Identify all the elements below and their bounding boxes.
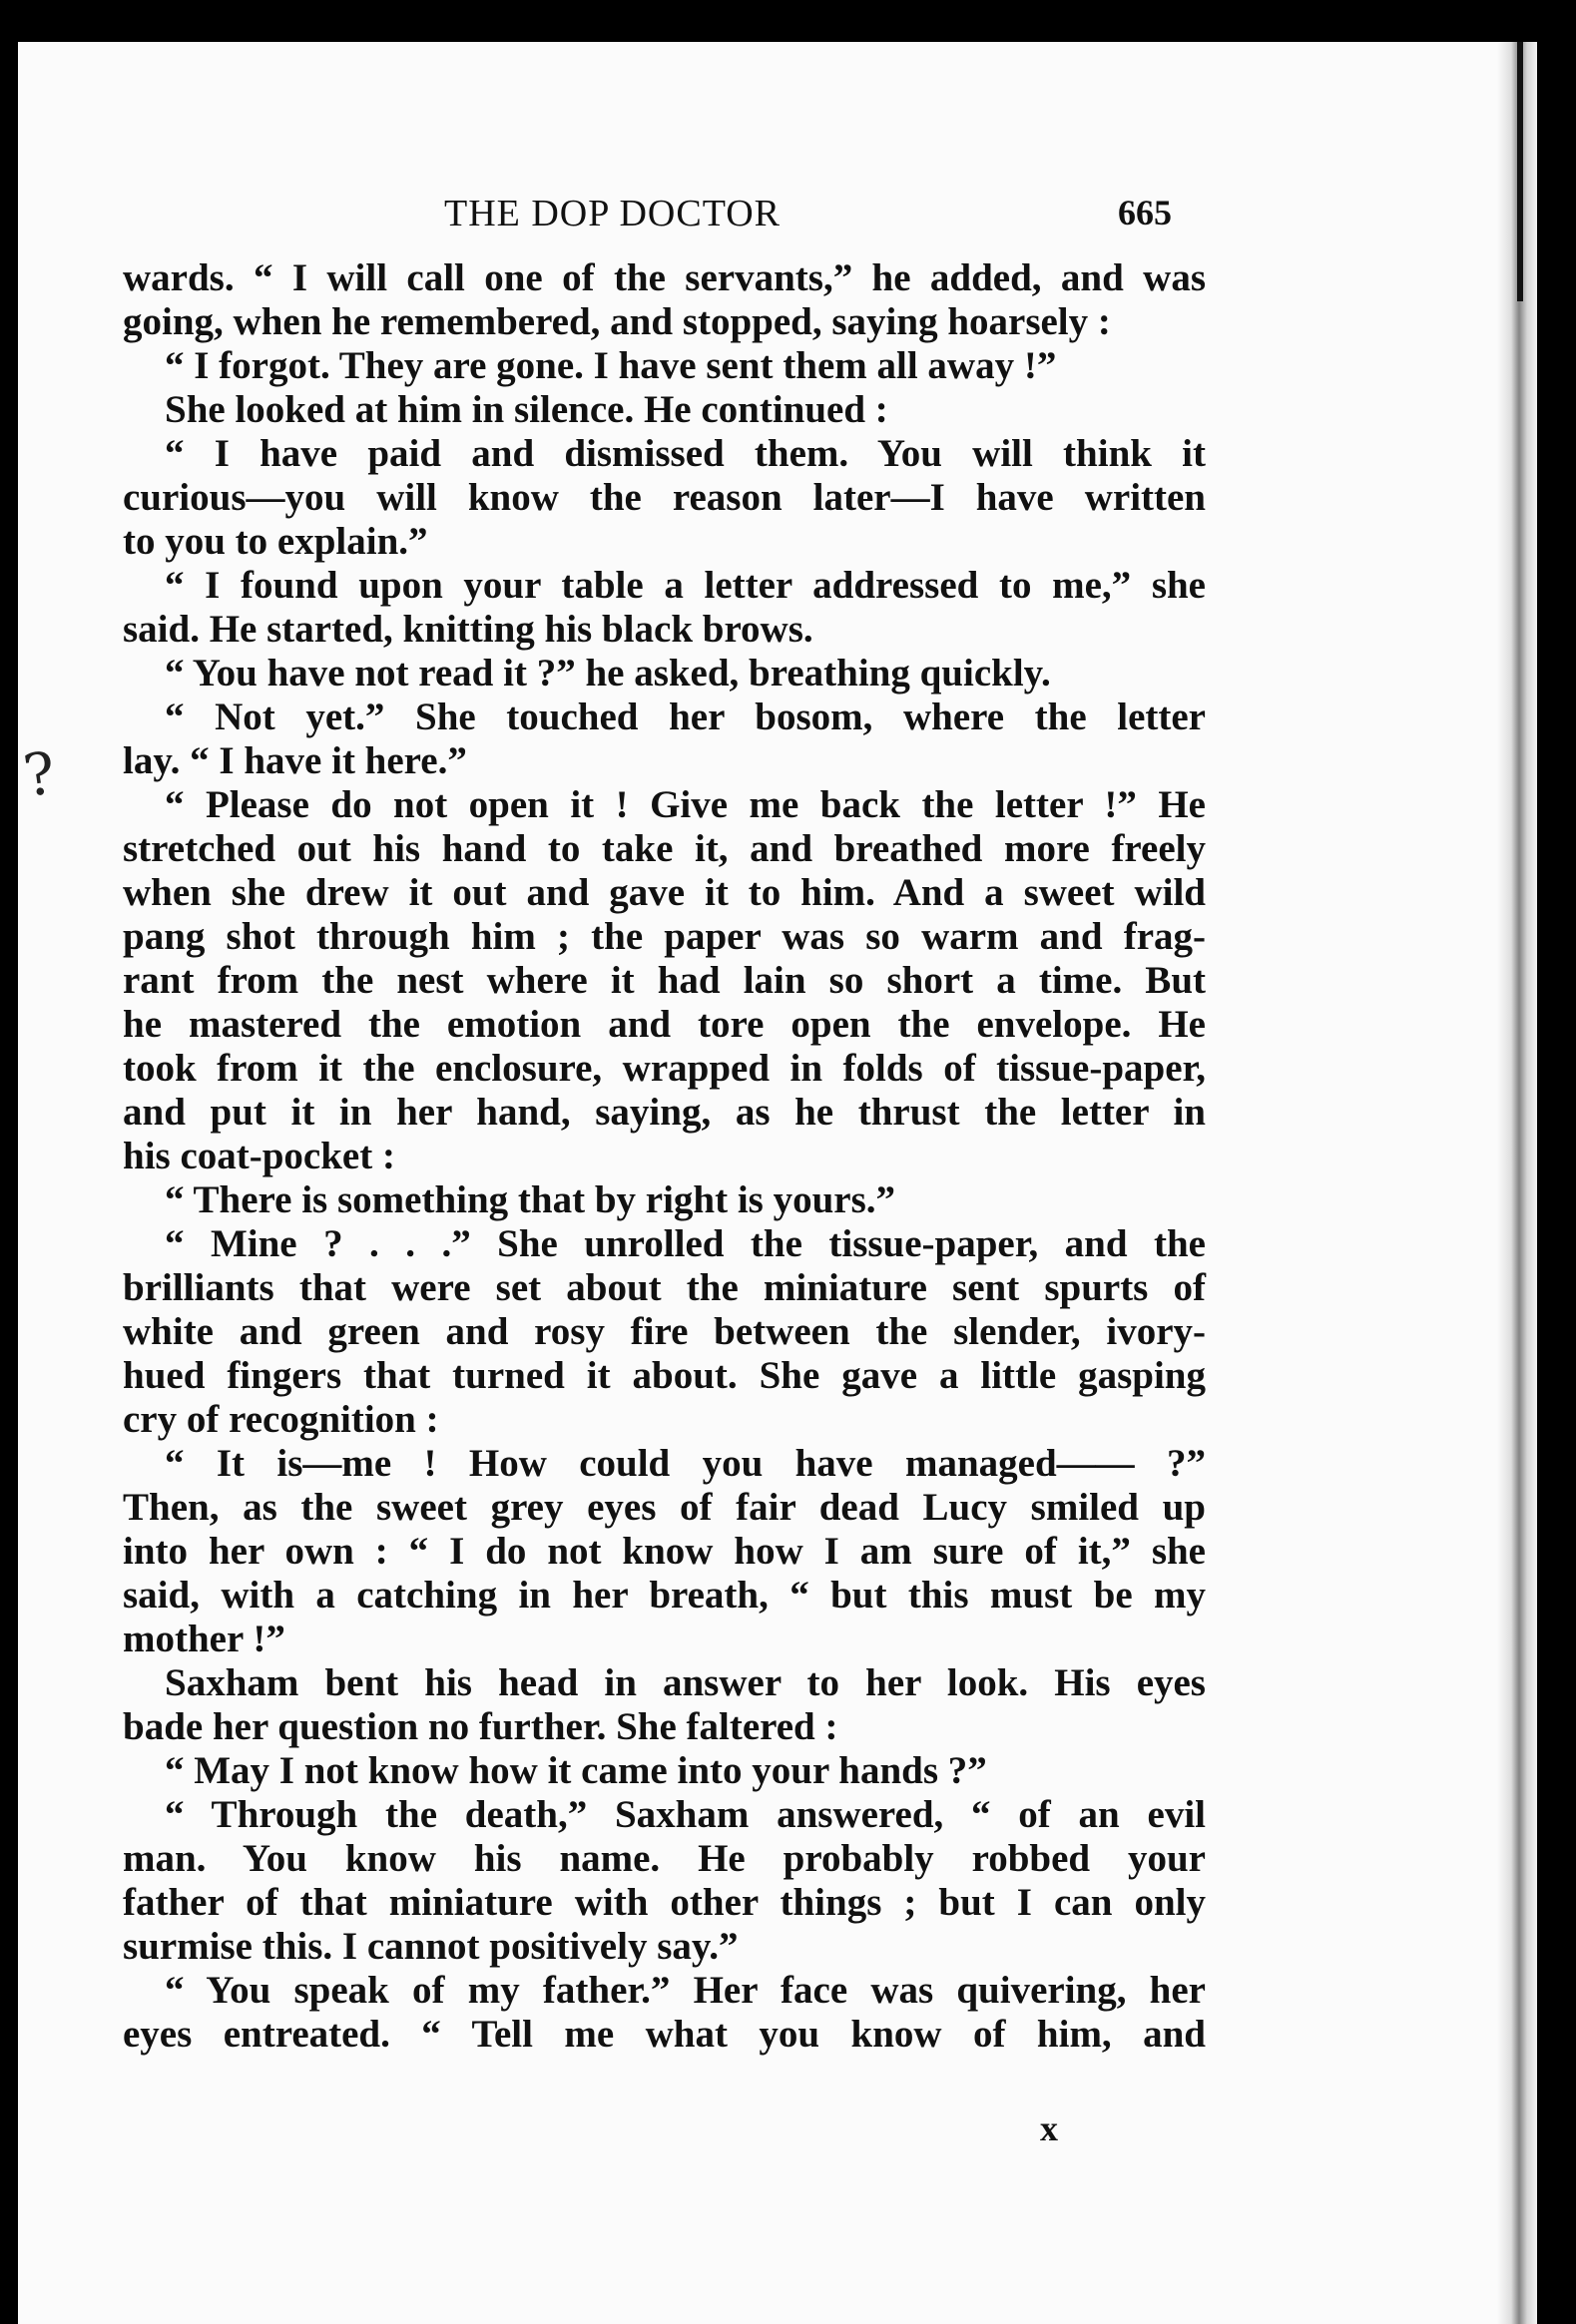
- text-line: said. He started, knitting his black brows.: [123, 608, 813, 651]
- text-line: and put it in her hand, saying, as he thrust the letter in: [123, 1091, 1206, 1134]
- text-line: “ There is something that by right is yours.”: [165, 1178, 896, 1221]
- text-line: brilliants that were set about the miniature sent spurts of: [123, 1266, 1206, 1309]
- text-line: “ It is—me ! How could you have managed—— ?”: [165, 1442, 1206, 1485]
- text-line: going, when he remembered, and stopped, saying hoarsely :: [123, 300, 1111, 343]
- text-line: “ Not yet.” She touched her bosom, where the letter: [165, 696, 1206, 738]
- text-line: curious—you will know the reason later—I have written: [123, 476, 1206, 519]
- text-line: said, with a catching in her breath, “ but this must be my: [123, 1574, 1206, 1617]
- binding-edge: [1517, 42, 1523, 301]
- text-line: father of that miniature with other things ; but I can only: [123, 1881, 1206, 1924]
- text-line: “ May I not know how it came into your hands ?”: [165, 1749, 987, 1792]
- text-line: surmise this. I cannot positively say.”: [123, 1925, 739, 1968]
- text-line: to you to explain.”: [123, 520, 428, 563]
- book-page: [18, 42, 1537, 2324]
- margin-pencil-mark: ?: [19, 738, 60, 810]
- text-line: “ Mine ? . . .” She unrolled the tissue-paper, and the: [165, 1222, 1206, 1265]
- text-line: bade her question no further. She faltered :: [123, 1705, 838, 1748]
- text-line: rant from the nest where it had lain so short a time. But: [123, 959, 1206, 1002]
- text-line: mother !”: [123, 1618, 285, 1660]
- body-text: [123, 256, 1206, 2057]
- text-line: “ You speak of my father.” Her face was quivering, her: [165, 1969, 1206, 2012]
- text-line: man. You know his name. He probably robbed your: [123, 1837, 1206, 1880]
- page-gutter-shadow: [1497, 42, 1537, 2324]
- text-line: wards. “ I will call one of the servants,” he added, and was: [123, 256, 1206, 299]
- page-number: 665: [1118, 193, 1172, 232]
- text-line: his coat-pocket :: [123, 1135, 395, 1177]
- text-line: he mastered the emotion and tore open the envelope. He: [123, 1003, 1206, 1046]
- running-head-title: THE DOP DOCTOR: [444, 193, 782, 234]
- text-line: when she drew it out and gave it to him. And a sweet wild: [123, 871, 1206, 914]
- text-line: “ Through the death,” Saxham answered, “ of an evil: [165, 1793, 1206, 1836]
- text-line: hued fingers that turned it about. She gave a little gasping: [123, 1354, 1206, 1397]
- text-line: “ I have paid and dismissed them. You will think it: [165, 432, 1206, 475]
- running-head: [18, 192, 1537, 251]
- text-line: “ I found upon your table a letter addressed to me,” she: [165, 564, 1206, 607]
- text-line: cry of recognition :: [123, 1398, 439, 1441]
- text-line: white and green and rosy fire between the slender, ivory-: [123, 1310, 1206, 1353]
- text-line: “ You have not read it ?” he asked, breathing quickly.: [165, 652, 1051, 695]
- text-line: “ Please do not open it ! Give me back the letter !” He: [165, 783, 1206, 826]
- text-line: She looked at him in silence. He continued :: [165, 388, 888, 431]
- text-line: stretched out his hand to take it, and breathed more freely: [123, 827, 1206, 870]
- text-line: Then, as the sweet grey eyes of fair dead Lucy smiled up: [123, 1486, 1206, 1529]
- text-line: pang shot through him ; the paper was so warm and frag-: [123, 915, 1206, 958]
- text-line: Saxham bent his head in answer to her look. His eyes: [165, 1661, 1206, 1704]
- text-line: into her own : “ I do not know how I am sure of it,” she: [123, 1530, 1206, 1573]
- text-line: “ I forgot. They are gone. I have sent them all away !”: [165, 344, 1057, 387]
- signature-mark: x: [1040, 2108, 1058, 2148]
- text-line: lay. “ I have it here.”: [123, 739, 467, 782]
- text-line: eyes entreated. “ Tell me what you know of him, and: [123, 2013, 1206, 2056]
- text-line: took from it the enclosure, wrapped in folds of tissue-paper,: [123, 1047, 1206, 1090]
